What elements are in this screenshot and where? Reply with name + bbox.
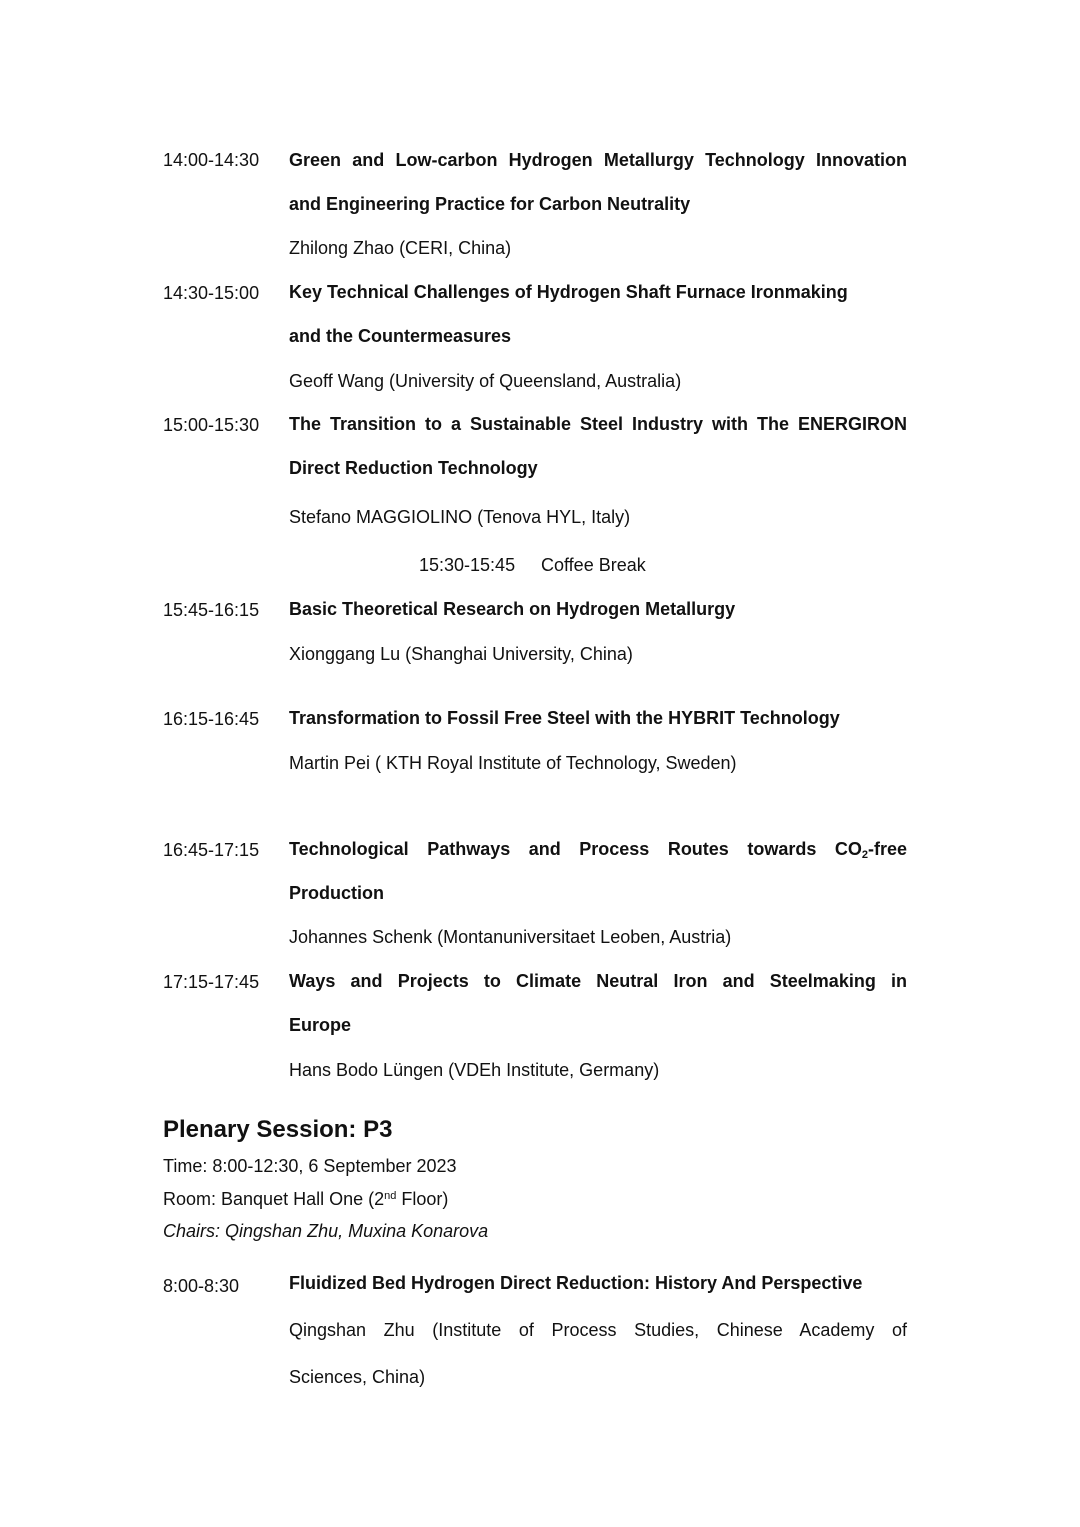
talk-title-line: Ways and Projects to Climate Neutral Iron and Steelmaking in — [289, 971, 907, 991]
coffee-break-label: Coffee Break — [541, 555, 646, 575]
talk-title-line: Production — [289, 883, 384, 903]
talk-time: 15:45-16:15 — [163, 600, 260, 620]
session-room — [163, 1187, 448, 1211]
talk-time: 16:15-16:45 — [163, 709, 260, 729]
talk-title-line: and the Countermeasures — [289, 326, 512, 346]
talk-speaker: Xionggang Lu (Shanghai University, China) — [289, 644, 633, 664]
talk-title-line: and Engineering Practice for Carbon Neutrality — [289, 194, 691, 214]
session-title: Plenary Session: P3 — [163, 1116, 393, 1143]
talk-title-line: Direct Reduction Technology — [289, 458, 538, 478]
coffee-break-time: 15:30-15:45 — [419, 555, 516, 575]
talk-time: 17:15-17:45 — [163, 972, 260, 992]
title-text: -free — [867, 839, 907, 859]
talk-title-line: Key Technical Challenges of Hydrogen Shaft Furnace Ironmaking — [289, 282, 848, 302]
talk-speaker: Stefano MAGGIOLINO (Tenova HYL, Italy) — [289, 507, 631, 527]
talk-speaker: Hans Bodo Lüngen (VDEh Institute, Germany) — [289, 1060, 660, 1080]
talk-time: 14:30-15:00 — [163, 283, 260, 303]
talk-speaker: Zhilong Zhao (CERI, China) — [289, 238, 512, 258]
talk-time: 15:00-15:30 — [163, 415, 260, 435]
talk-title-line: Fluidized Bed Hydrogen Direct Reduction: History And Perspective — [289, 1273, 863, 1293]
talk-speaker: Johannes Schenk (Montanuniversitaet Leoben, Austria) — [289, 927, 732, 947]
superscript: nd — [384, 1190, 397, 1202]
talk-speaker: Martin Pei ( KTH Royal Institute of Technology, Sweden) — [289, 753, 737, 773]
room-text: Floor) — [396, 1189, 449, 1209]
talk-speaker: Qingshan Zhu (Institute of Process Studies, Chinese Academy of — [289, 1320, 907, 1340]
talk-speaker: Sciences, China) — [289, 1367, 426, 1387]
session-chairs: Chairs: Qingshan Zhu, Muxina Konarova — [163, 1221, 489, 1241]
talk-title-line: Transformation to Fossil Free Steel with the HYBRIT Technology — [289, 708, 840, 728]
talk-time: 14:00-14:30 — [163, 150, 260, 170]
talk-title-line: The Transition to a Sustainable Steel Industry with The ENERGIRON — [289, 414, 907, 434]
talk-title-line: Europe — [289, 1015, 352, 1035]
talk-speaker: Geoff Wang (University of Queensland, Australia) — [289, 371, 682, 391]
room-text: Room: Banquet Hall One (2 — [163, 1189, 385, 1209]
talk-title-line: Green and Low-carbon Hydrogen Metallurgy Technology Innovation — [289, 150, 907, 170]
title-text: Technological Pathways and Process Routes towards CO — [289, 839, 862, 859]
talk-title-line: Basic Theoretical Research on Hydrogen Metallurgy — [289, 599, 736, 619]
session-time: Time: 8:00-12:30, 6 September 2023 — [163, 1156, 457, 1176]
talk-title-line — [289, 837, 907, 861]
talk-time: 8:00-8:30 — [163, 1276, 240, 1296]
subscript: 2 — [861, 849, 868, 861]
talk-time: 16:45-17:15 — [163, 840, 260, 860]
